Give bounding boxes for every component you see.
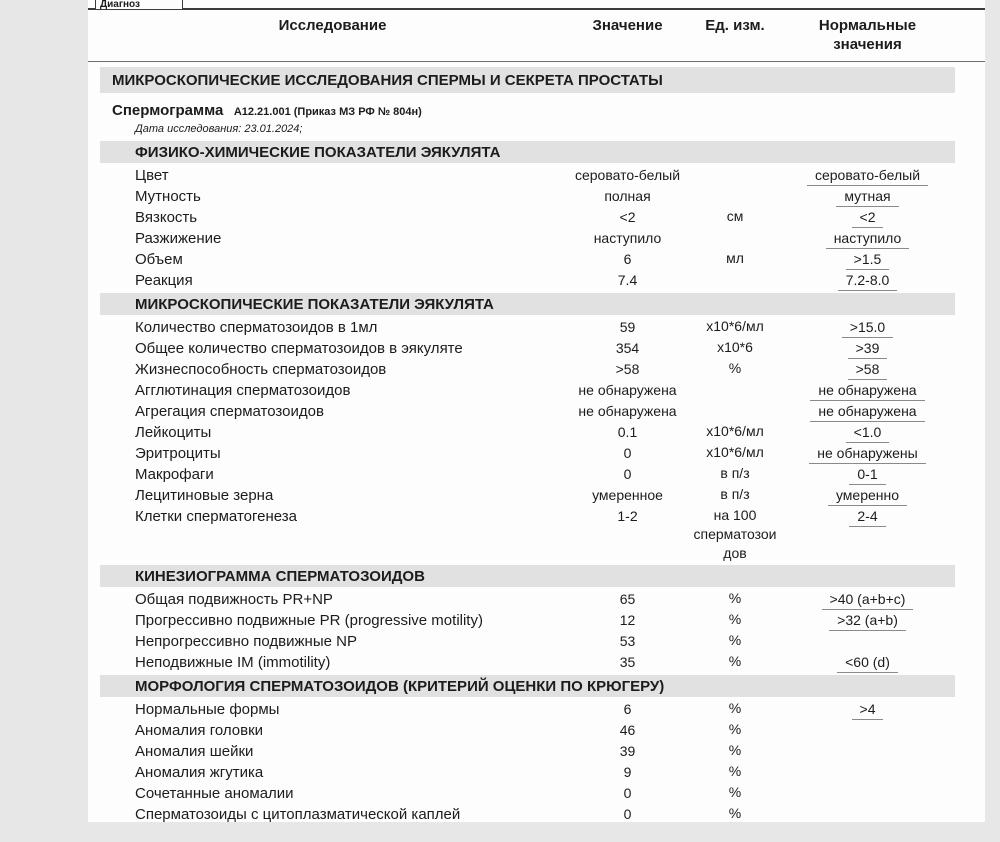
row-value: 0.1 — [617, 424, 638, 440]
row-normal-cell — [780, 249, 955, 270]
row-unit: % — [728, 742, 742, 758]
row-study-name: Мутность — [135, 188, 201, 205]
row-value-cell — [565, 443, 690, 464]
row-value: 7.4 — [617, 272, 638, 288]
row-unit-cell — [690, 506, 780, 563]
section-rows — [100, 165, 955, 291]
row-normal-cell — [780, 652, 955, 673]
report-sections — [88, 141, 985, 822]
table-row — [100, 506, 955, 563]
row-value-cell — [565, 464, 690, 485]
row-normal-value: 2-4 — [849, 506, 885, 527]
row-unit-cell — [690, 317, 780, 336]
table-row — [100, 762, 955, 783]
table-row — [100, 359, 955, 380]
row-unit-cell — [690, 699, 780, 718]
table-row — [100, 401, 955, 422]
row-value: не обнаружена — [578, 382, 677, 398]
report-section — [88, 565, 985, 673]
row-normal-value: <60 (d) — [837, 652, 898, 673]
row-value: 65 — [619, 591, 636, 607]
table-row — [100, 165, 955, 186]
row-normal-value: 0-1 — [849, 464, 885, 485]
row-unit-cell — [690, 804, 780, 822]
row-normal-value: >4 — [852, 699, 884, 720]
table-row — [100, 422, 955, 443]
row-study-name: Агрегация сперматозоидов — [135, 403, 324, 420]
row-value: 35 — [619, 654, 636, 670]
row-normal-cell — [780, 506, 955, 527]
row-normal-value: >58 — [848, 359, 888, 380]
row-study-name: Вязкость — [135, 209, 198, 226]
row-unit: % — [728, 632, 742, 648]
row-unit: мл — [726, 250, 744, 266]
table-row — [100, 338, 955, 359]
test-name: Спермограмма — [112, 102, 224, 119]
row-unit-cell — [690, 589, 780, 608]
row-unit-cell — [690, 338, 780, 357]
table-row — [100, 610, 955, 631]
row-value-cell — [565, 631, 690, 652]
row-unit: % — [728, 700, 742, 716]
row-unit: % — [728, 590, 742, 606]
main-section-title: МИКРОСКОПИЧЕСКИЕ ИССЛЕДОВАНИЯ СПЕРМЫ И СЕКРЕТА ПРОСТАТЫ — [112, 71, 663, 89]
section-title-bar — [100, 675, 955, 697]
row-value: 0 — [623, 445, 632, 461]
section-title-bar — [100, 565, 955, 587]
row-unit: % — [728, 763, 742, 779]
table-row — [100, 699, 955, 720]
row-unit-cell — [690, 652, 780, 671]
row-unit-cell — [690, 443, 780, 462]
row-value-cell — [565, 401, 690, 422]
row-unit: % — [728, 784, 742, 800]
section-rows — [100, 589, 955, 673]
row-unit-cell — [690, 741, 780, 760]
section-title: МИКРОСКОПИЧЕСКИЕ ПОКАЗАТЕЛИ ЭЯКУЛЯТА — [135, 295, 494, 313]
row-value-cell — [565, 762, 690, 783]
row-study-name: Объем — [135, 251, 183, 268]
row-value-cell — [565, 207, 690, 228]
table-row — [100, 249, 955, 270]
row-study-name: Непрогрессивно подвижные NP — [135, 633, 357, 650]
column-header-normal: Нормальные значения — [818, 17, 917, 53]
row-study-name: Агглютинация сперматозоидов — [135, 382, 351, 399]
row-unit: х10*6 — [717, 339, 753, 355]
row-value-cell — [565, 610, 690, 631]
row-value-cell — [565, 485, 690, 506]
row-value-cell — [565, 422, 690, 443]
table-row — [100, 186, 955, 207]
row-normal-cell — [780, 610, 955, 631]
row-study-name: Прогрессивно подвижные PR (progressive motility) — [135, 612, 483, 629]
row-study-name: Жизнеспособность сперматозоидов — [135, 361, 387, 378]
section-rows — [100, 699, 955, 822]
row-value: 354 — [615, 340, 640, 356]
row-value-cell — [565, 652, 690, 673]
row-unit: % — [728, 805, 742, 821]
row-study-name: Нормальные формы — [135, 701, 280, 718]
row-value: 59 — [619, 319, 636, 335]
row-normal-cell — [780, 228, 955, 249]
row-value-cell — [565, 165, 690, 186]
row-unit-cell — [690, 762, 780, 781]
row-unit: % — [728, 721, 742, 737]
row-unit: на 100 сперматозоидов — [693, 507, 777, 561]
row-normal-value: наступило — [826, 228, 910, 249]
row-normal-cell — [780, 485, 955, 506]
row-unit-cell — [690, 783, 780, 802]
row-study-name: Количество сперматозоидов в 1мл — [135, 319, 378, 336]
report-section — [88, 141, 985, 291]
row-unit: х10*6/мл — [706, 318, 764, 334]
row-study-name: Сперматозоиды с цитоплазматической каплей — [135, 806, 461, 822]
row-value-cell — [565, 228, 690, 249]
row-normal-cell — [780, 207, 955, 228]
row-unit: в п/з — [720, 486, 750, 502]
section-title: МОРФОЛОГИЯ СПЕРМАТОЗОИДОВ (КРИТЕРИЙ ОЦЕНКИ ПО КРЮГЕРУ) — [135, 677, 665, 695]
row-value-cell — [565, 741, 690, 762]
row-normal-value: не обнаружены — [809, 443, 925, 464]
row-unit-cell — [690, 249, 780, 268]
row-value: 0 — [623, 785, 632, 801]
table-row — [100, 443, 955, 464]
row-normal-cell — [780, 359, 955, 380]
diagnosis-partial-cell — [95, 0, 183, 9]
row-study-name: Эритроциты — [135, 445, 221, 462]
row-normal-cell — [780, 422, 955, 443]
row-normal-value: умеренно — [828, 485, 907, 506]
row-value: 46 — [619, 722, 636, 738]
section-title: КИНЕЗИОГРАММА СПЕРМАТОЗОИДОВ — [135, 567, 425, 585]
row-value: серовато-белый — [574, 167, 681, 183]
table-header-row — [100, 16, 955, 54]
row-unit: % — [728, 611, 742, 627]
section-rows — [100, 317, 955, 563]
row-value: 9 — [623, 764, 632, 780]
row-normal-cell — [780, 443, 955, 464]
column-header-value: Значение — [592, 17, 663, 34]
table-row — [100, 652, 955, 673]
table-row — [100, 741, 955, 762]
row-value-cell — [565, 804, 690, 822]
row-value: 0 — [623, 466, 632, 482]
row-normal-value: >40 (a+b+c) — [822, 589, 914, 610]
row-value: 1-2 — [617, 508, 638, 524]
row-unit: в п/з — [720, 465, 750, 481]
table-row — [100, 485, 955, 506]
row-study-name: Разжижение — [135, 230, 222, 247]
row-normal-cell — [780, 317, 955, 338]
section-title-bar — [100, 293, 955, 315]
table-row — [100, 631, 955, 652]
report-section — [88, 293, 985, 563]
row-value-cell — [565, 317, 690, 338]
row-study-name: Реакция — [135, 272, 193, 289]
test-code: А12.21.001 (Приказ МЗ РФ № 804н) — [233, 106, 422, 118]
row-value: полная — [604, 188, 651, 204]
section-title-bar — [100, 141, 955, 163]
diagnosis-partial-label: Диагноз — [100, 0, 140, 9]
row-normal-cell — [780, 186, 955, 207]
row-study-name: Лейкоциты — [135, 424, 212, 441]
row-normal-value: >1.5 — [846, 249, 890, 270]
row-normal-value: не обнаружена — [810, 401, 924, 422]
row-value: 0 — [623, 806, 632, 822]
row-unit: х10*6/мл — [706, 444, 764, 460]
row-study-name: Макрофаги — [135, 466, 214, 483]
row-unit-cell — [690, 464, 780, 483]
table-row — [100, 317, 955, 338]
row-unit-cell — [690, 631, 780, 650]
row-value-cell — [565, 380, 690, 401]
row-value: 6 — [623, 701, 632, 717]
row-value-cell — [565, 589, 690, 610]
row-unit: х10*6/мл — [706, 423, 764, 439]
table-row — [100, 228, 955, 249]
row-value-cell — [565, 359, 690, 380]
column-header-study: Исследование — [278, 17, 387, 34]
row-study-name: Лецитиновые зерна — [135, 487, 274, 504]
row-study-name: Аномалия жгутика — [135, 764, 264, 781]
row-value: 53 — [619, 633, 636, 649]
row-value-cell — [565, 270, 690, 291]
table-row — [100, 380, 955, 401]
row-value: умеренное — [592, 487, 663, 503]
row-unit-cell — [690, 720, 780, 739]
row-normal-value: <2 — [852, 207, 884, 228]
table-row — [100, 207, 955, 228]
row-study-name: Сочетанные аномалии — [135, 785, 294, 802]
table-row — [100, 464, 955, 485]
row-value-cell — [565, 720, 690, 741]
row-value-cell — [565, 338, 690, 359]
row-normal-value: серовато-белый — [807, 165, 928, 186]
table-row — [100, 804, 955, 822]
row-normal-value: не обнаружена — [810, 380, 924, 401]
row-normal-value: 7.2-8.0 — [838, 270, 898, 291]
report-section — [88, 675, 985, 822]
row-normal-value: >39 — [848, 338, 888, 359]
row-value-cell — [565, 249, 690, 270]
table-row — [100, 270, 955, 291]
row-study-name: Аномалия шейки — [135, 743, 254, 760]
row-unit-cell — [690, 207, 780, 226]
row-study-name: Цвет — [135, 167, 169, 184]
row-value: >58 — [615, 361, 640, 377]
row-unit: % — [728, 360, 742, 376]
row-normal-value: <1.0 — [846, 422, 890, 443]
row-normal-cell — [780, 380, 955, 401]
table-row — [100, 589, 955, 610]
row-unit-cell — [690, 485, 780, 504]
row-unit-cell — [690, 359, 780, 378]
row-normal-cell — [780, 699, 955, 720]
row-value: 6 — [623, 251, 632, 267]
row-study-name: Неподвижные IM (immotility) — [135, 654, 331, 671]
test-date: Дата исследования: 23.01.2024; — [135, 123, 303, 135]
row-unit-cell — [690, 610, 780, 629]
row-normal-value: >15.0 — [842, 317, 893, 338]
row-normal-cell — [780, 589, 955, 610]
row-value: 39 — [619, 743, 636, 759]
row-unit: см — [726, 208, 744, 224]
row-study-name: Аномалия головки — [135, 722, 264, 739]
test-title-line — [112, 102, 985, 120]
row-value-cell — [565, 783, 690, 804]
row-normal-cell — [780, 338, 955, 359]
row-normal-cell — [780, 464, 955, 485]
column-header-unit: Ед. изм. — [705, 17, 765, 34]
row-value-cell — [565, 506, 690, 527]
section-title: ФИЗИКО-ХИМИЧЕСКИЕ ПОКАЗАТЕЛИ ЭЯКУЛЯТА — [135, 143, 501, 161]
table-row — [100, 720, 955, 741]
row-value-cell — [565, 186, 690, 207]
row-value: наступило — [593, 230, 662, 246]
top-table-border — [88, 8, 985, 10]
row-unit-cell — [690, 422, 780, 441]
row-value-cell — [565, 699, 690, 720]
row-normal-cell — [780, 270, 955, 291]
row-normal-cell — [780, 165, 955, 186]
row-value: не обнаружена — [578, 403, 677, 419]
report-page — [88, 0, 985, 822]
row-normal-cell — [780, 401, 955, 422]
row-unit: % — [728, 653, 742, 669]
row-normal-value: >32 (a+b) — [829, 610, 906, 631]
header-divider — [88, 61, 985, 62]
row-study-name: Клетки сперматогенеза — [135, 508, 297, 525]
row-study-name: Общая подвижность PR+NP — [135, 591, 333, 608]
main-section-bar — [100, 67, 955, 93]
row-value: <2 — [619, 209, 636, 225]
table-row — [100, 783, 955, 804]
row-normal-value: мутная — [836, 186, 898, 207]
row-study-name: Общее количество сперматозоидов в эякуляте — [135, 340, 463, 357]
row-value: 12 — [619, 612, 636, 628]
